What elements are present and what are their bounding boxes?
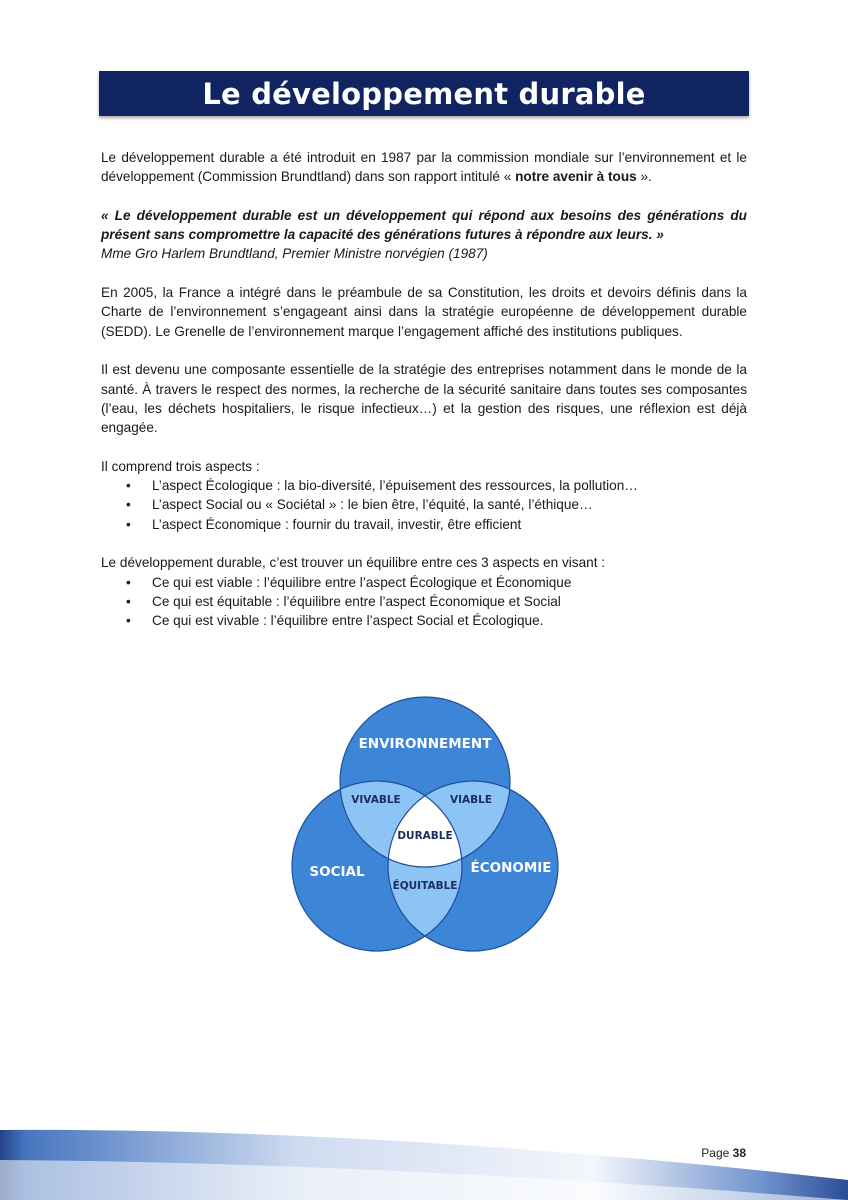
durable-label: DURABLE [397, 830, 453, 842]
list-item [101, 611, 747, 630]
list-item-text: L’aspect Social ou « Sociétal » : le bien être, l’équité, la santé, l’éthique… [152, 497, 593, 513]
report-title: notre avenir à tous [515, 169, 637, 185]
list-item-text: Ce qui est vivable : l’équilibre entre l’aspect Social et Écologique. [152, 613, 544, 629]
bullet-icon: • [126, 516, 131, 532]
equitable-label: ÉQUITABLE [392, 880, 458, 892]
document-body [101, 148, 747, 650]
venn-diagram [289, 696, 561, 954]
entreprises-paragraph: Il est devenu une composante essentielle de la stratégie des entreprises notamment dans le monde de la santé. À travers le respect des normes, la recherche de la sécurité sanitaire dans toutes ses composantes (l’eau, les déchets hospitaliers, le risque infectieux…) et la gestion des risques, une réflexion est déjà engagée. [101, 362, 747, 436]
list-item [101, 476, 747, 495]
constitution-paragraph: En 2005, la France a intégré dans le préambule de sa Constitution, les droits et devoirs définis dans la Charte de l’environnement s’engageant ainsi dans la stratégie européenne de développement durable (SEDD). Le Grenelle de l’environnement marque l’engagement affiché des institutions publiques. [101, 285, 747, 339]
quote-author: Mme Gro Harlem Brundtland, Premier Ministre norvégien (1987) [101, 246, 488, 262]
page-label: Page [701, 1146, 730, 1160]
bullet-icon: • [126, 497, 131, 513]
bullet-icon: • [126, 593, 131, 609]
list-item [101, 515, 747, 534]
intro-paragraph [101, 148, 747, 187]
social-label: SOCIAL [309, 864, 365, 880]
viable-label: VIABLE [449, 794, 493, 806]
footer-wave [0, 1120, 848, 1200]
bullet-icon: • [126, 478, 131, 494]
brundtland-quote: « Le développement durable est un développement qui répond aux besoins des générations du présent sans compromettre la capacité des générations futures à répondre aux leurs. » [101, 207, 747, 243]
page-title: Le développement durable [202, 76, 646, 111]
list-item-text: L’aspect Économique : fournir du travail, investir, être efficient [152, 516, 522, 532]
bullet-icon: • [126, 613, 131, 629]
economie-label: ÉCONOMIE [470, 860, 552, 876]
list-item [101, 592, 747, 611]
list-item [101, 495, 747, 514]
list-item-text: L’aspect Écologique : la bio-diversité, l’épuisement des ressources, la pollution… [152, 478, 638, 494]
balance-list [101, 573, 747, 631]
balance-lead: Le développement durable, c’est trouver un équilibre entre ces 3 aspects en visant : [101, 555, 606, 571]
list-item [101, 573, 747, 592]
vivable-label: VIVABLE [351, 794, 401, 806]
page-number [701, 1146, 746, 1160]
list-item-text: Ce qui est viable : l’équilibre entre l’aspect Écologique et Économique [152, 574, 572, 590]
intro-text: Le développement durable a été introduit en 1987 par la commission mondiale sur l’environnement et le développement (Commission Brundtland) dans son rapport intitulé « [101, 150, 747, 185]
aspects-list [101, 476, 747, 534]
list-item-text: Ce qui est équitable : l’équilibre entre l’aspect Économique et Social [152, 593, 561, 609]
intro-text-end: ». [636, 169, 652, 185]
page-number-value: 38 [732, 1146, 746, 1160]
environnement-label: ENVIRONNEMENT [358, 736, 492, 752]
aspects-lead: Il comprend trois aspects : [101, 458, 260, 474]
title-banner [99, 71, 749, 116]
bullet-icon: • [126, 574, 131, 590]
